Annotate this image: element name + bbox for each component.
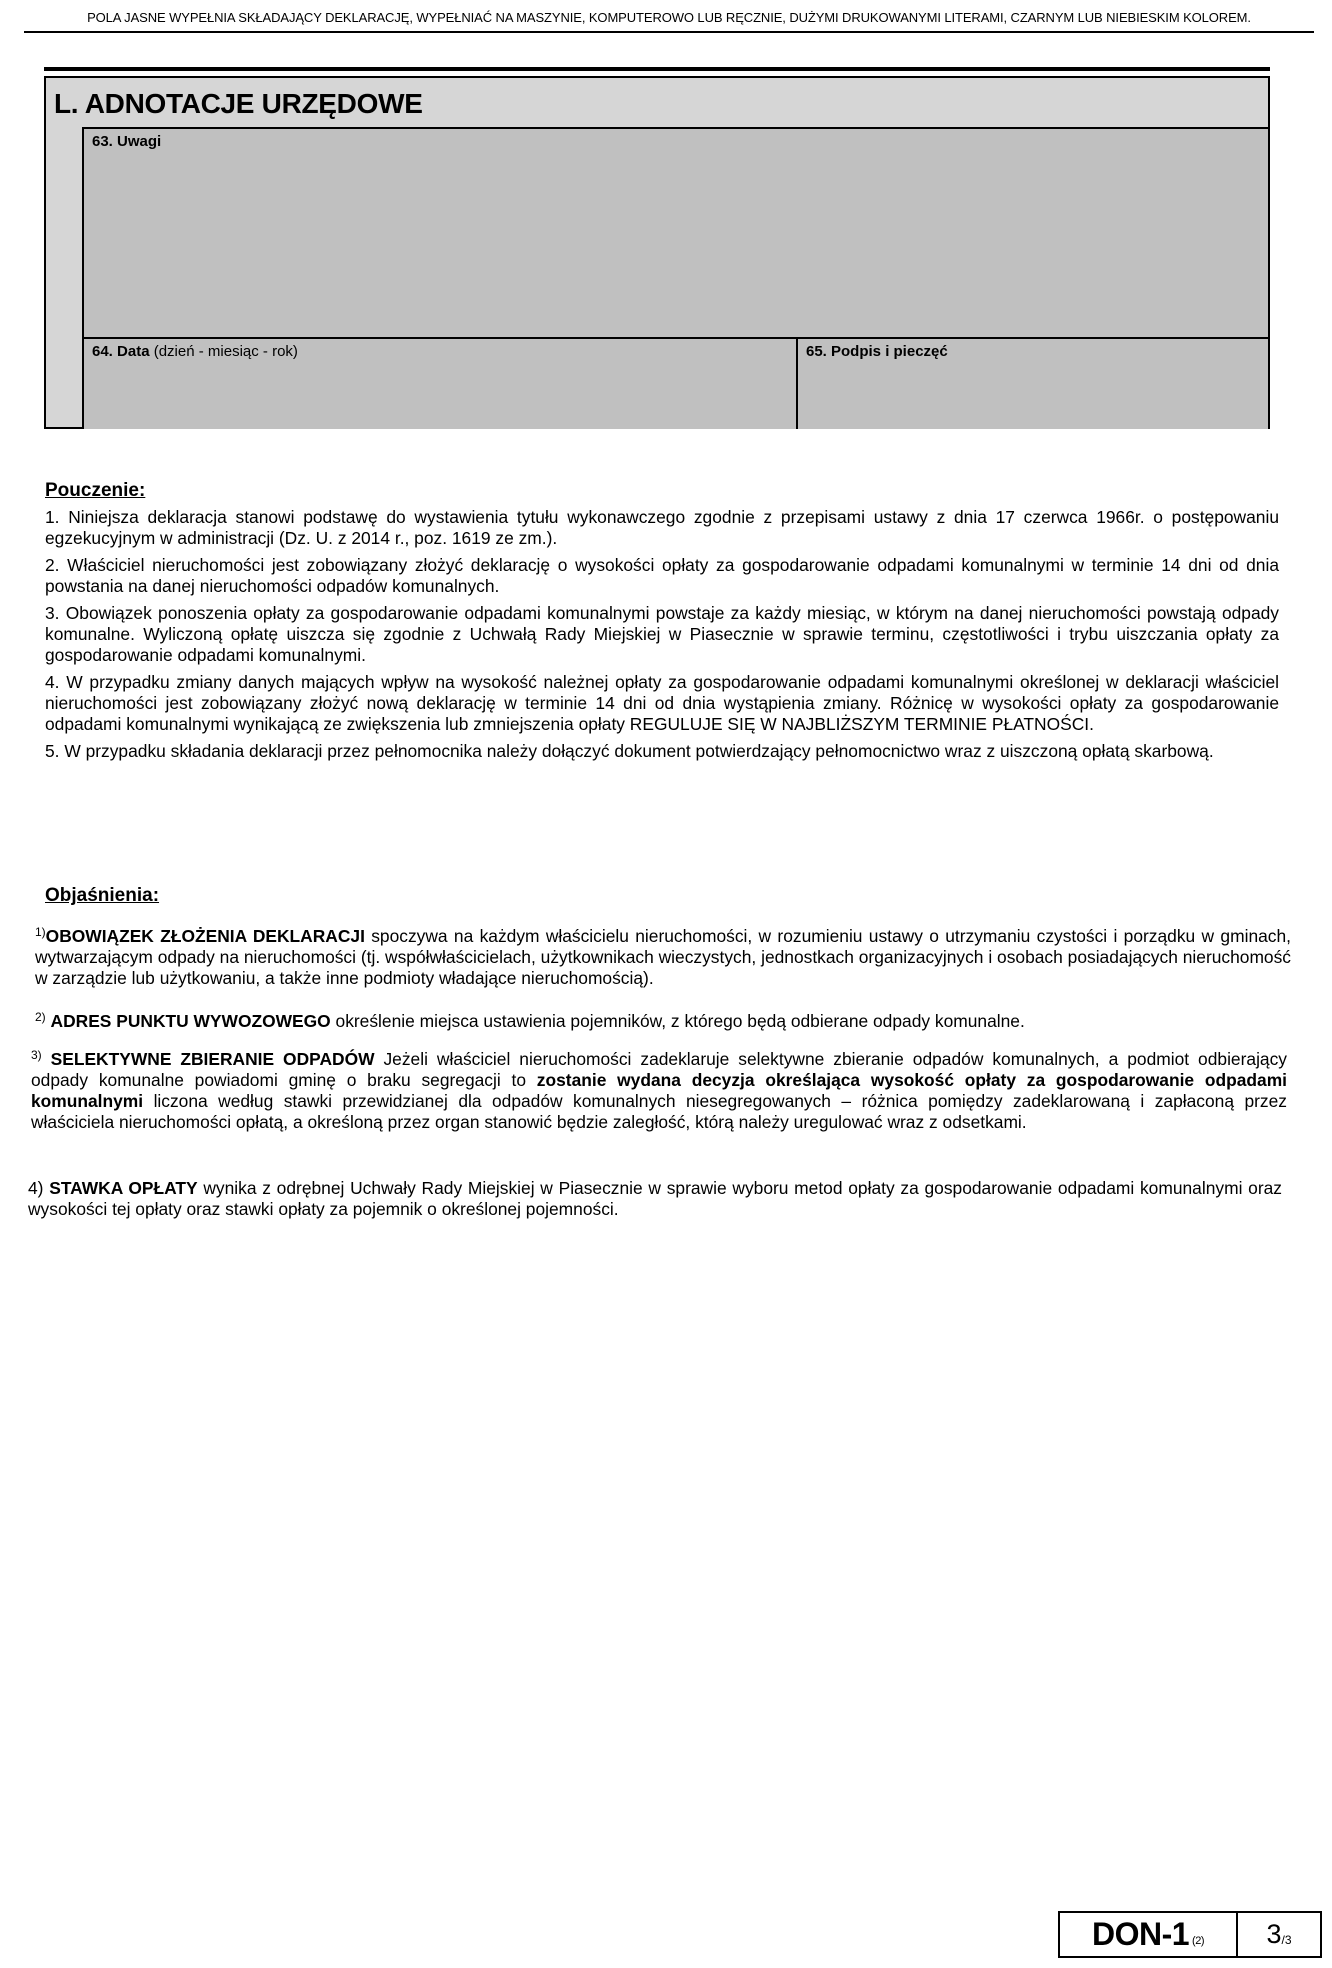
footnote-2: $^{2)}$ ADRES PUNKTU WYWOZOWEGO określenie miejsca ustawienia pojemników, z którego będą odbierane odpady komunalne. (35, 1010, 1025, 1031)
form-code: DON-1 (2) (1060, 1913, 1238, 1956)
footnote-1: $^{1)}$OBOWIĄZEK ZŁOŻENIA DEKLARACJI spoczywa na każdym właścicielu nieruchomości, w rozumieniu ustawy o utrzymaniu czystości i porządku w gminach, wytwarzającym odpady na nieruchomości (tj. współwłaścicielach, użytkownikach wieczystych, jednostkach organizacyjnych i osobach posiadających nieruchomość w zarządzie lub użytkowaniu, a także inne podmioty władające nieruchomością). (35, 925, 1291, 988)
field-65-signature (796, 337, 1268, 429)
field-64-label: 64. Data (dzień - miesiąc - rok) (92, 343, 298, 360)
pouczenie-item: 1. Niniejsza deklaracja stanowi podstawę do wystawienia tytułu wykonawczego zgodnie z przepisami ustawy z dnia 17 czerwca 1966r. o postępowaniu egzekucyjnym w administracji (Dz. U. z 2014 r., poz. 1619 ze zm.). (45, 507, 1279, 548)
form-footer (1058, 1911, 1322, 1958)
pouczenie-item: 2. Właściciel nieruchomości jest zobowiązany złożyć deklarację o wysokości opłaty za gospodarowanie odpadami komunalnymi w terminie 14 dni od dnia powstania na danej nieruchomości odpadów komunalnych. (45, 555, 1279, 596)
pouczenie-heading: Pouczenie: (45, 480, 146, 501)
section-official-annotations (44, 76, 1270, 429)
pouczenie-item: 5. W przypadku składania deklaracji przez pełnomocnika należy dołączyć dokument potwierdzający pełnomocnictwo wraz z uiszczoną opłatą skarbową. (45, 741, 1214, 761)
pouczenie-item: 4. W przypadku zmiany danych mających wpływ na wysokość należnej opłaty za gospodarowanie odpadami komunalnymi określonej w deklaracji właściciel nieruchomości jest zobowiązany złożyć nową deklarację w terminie 14 dni od dnia wystąpienia zmiany. Różnicę w wysokości opłaty za gospodarowanie odpadami komunalnymi wynikającą ze zwiększenia lub zmniejszenia opłaty REGULUJE SIĘ W NAJBLIŻSZYM TERMINIE PŁATNOŚCI. (45, 672, 1279, 734)
field-63-remarks (82, 127, 1268, 339)
objasnienia-heading: Objaśnienia: (45, 885, 160, 906)
section-divider (44, 67, 1270, 71)
footnote-4: 4) STAWKA OPŁATY wynika z odrębnej Uchwały Rady Miejskiej w Piasecznie w sprawie wyboru metod opłaty za gospodarowanie odpadami komunalnymi oraz wysokości tej opłaty oraz stawki opłaty za pojemnik o określonej pojemności. (28, 1178, 1282, 1219)
page-number: 3 /3 (1266, 1919, 1292, 1949)
header-fill-instruction: POLA JASNE WYPEŁNIA SKŁADAJĄCY DEKLARACJĘ, WYPEŁNIAĆ NA MASZYNIE, KOMPUTEROWO LUB RĘCZNIE, DUŻYMI DRUKOWANYMI LITERAMI, CZARNYM LUB NIEBIESKIM KOLOREM. (24, 10, 1314, 33)
footnote-3: $^{3)}$ SELEKTYWNE ZBIERANIE ODPADÓW Jeżeli właściciel nieruchomości zadeklaruje selektywne zbieranie odpadów komunalnych, a podmiot odbierający odpady komunalne powiadomi gminę o braku segregacji to zostanie wydana decyzja określająca wysokość opłaty za gospodarowanie odpadami komunalnymi liczona według stawki przewidzianej dla odpadów komunalnych niesegregowanych – różnica pomiędzy zadeklarowaną i zapłaconą przez właściciela nieruchomości opłatą, a określoną przez organ stanowić będzie zaległość, którą należy uregulować wraz z odsetkami. (31, 1048, 1287, 1132)
pouczenie-list (45, 507, 1279, 768)
field-65-label: 65. Podpis i pieczęć (806, 343, 948, 360)
section-title: L. ADNOTACJE URZĘDOWE (54, 88, 423, 119)
field-63-label: 63. Uwagi (92, 133, 162, 150)
pouczenie-item: 3. Obowiązek ponoszenia opłaty za gospodarowanie odpadami komunalnymi powstaje za każdy miesiąc, w którym na danej nieruchomości powstają odpady komunalne. Wyliczoną opłatę uiszcza się zgodnie z Uchwałą Rady Miejskiej w Piasecznie w sprawie terminu, częstotliwości i trybu uiszczania opłaty za gospodarowanie odpadami komunalnymi. (45, 603, 1279, 665)
field-64-date (82, 337, 798, 429)
